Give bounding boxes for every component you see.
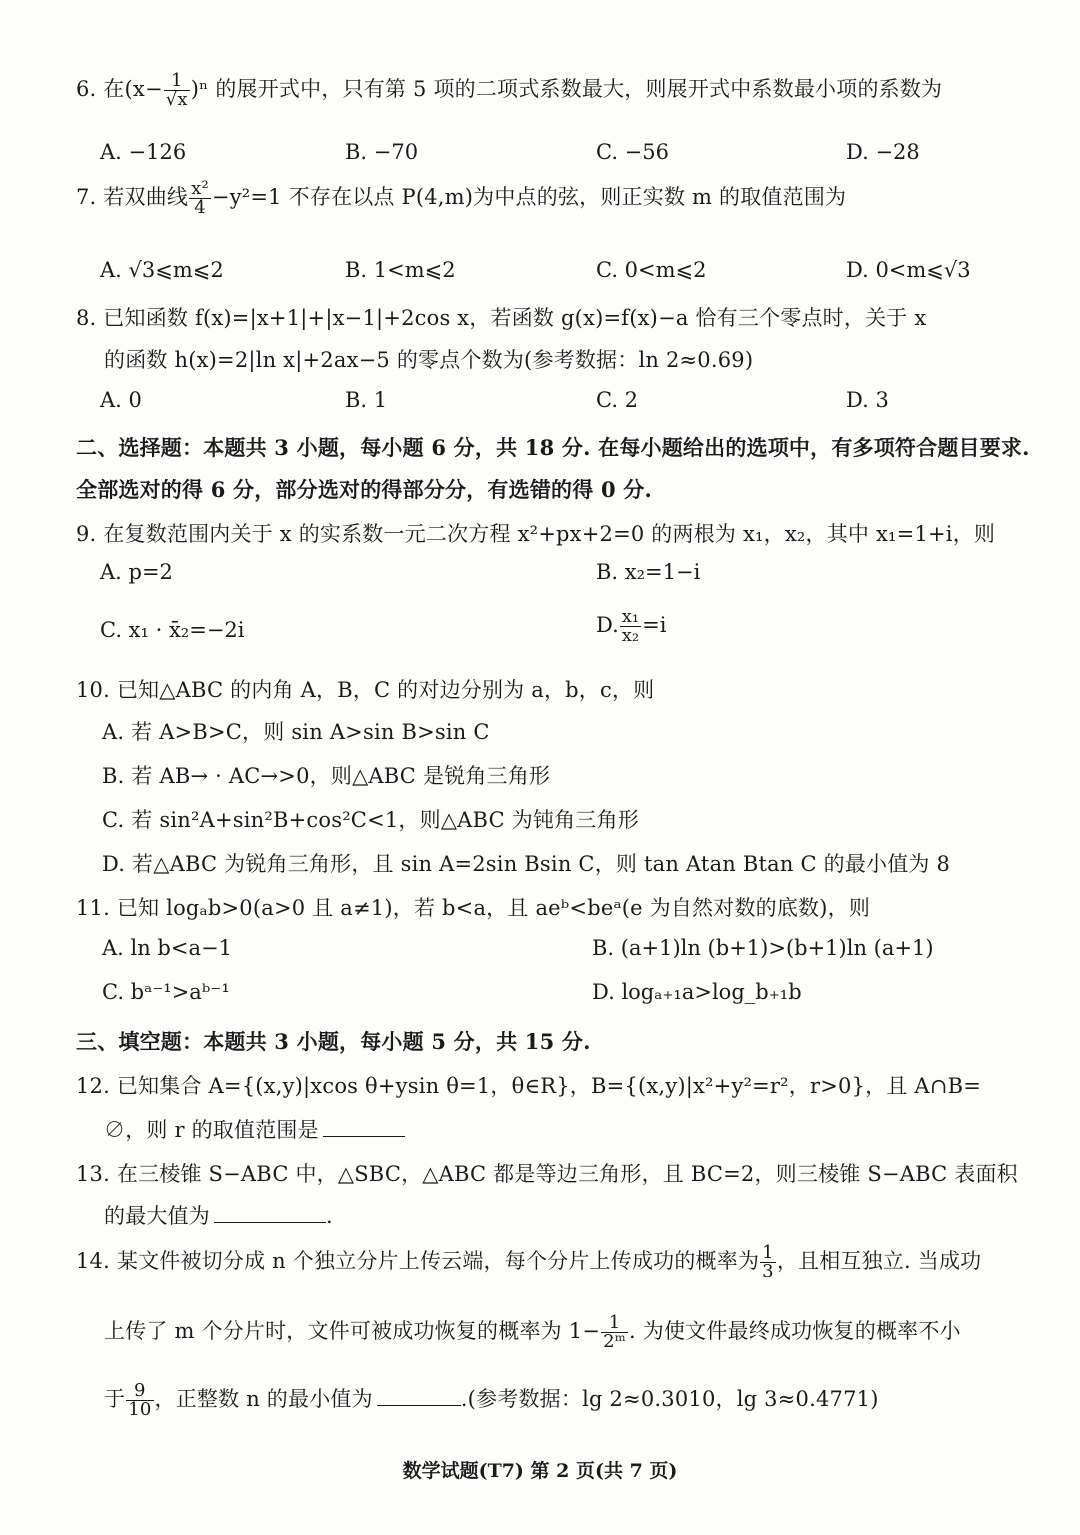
q8-line2: 的函数 h(x)=2|ln x|+2ax−5 的零点个数为(参考数据：ln 2≈0.69) bbox=[104, 348, 754, 372]
q14-line3-b: ，正整数 n 的最小值为 bbox=[154, 1387, 373, 1411]
section3-line1: 三、填空题：本题共 3 小题，每小题 5 分，共 15 分. bbox=[76, 1029, 591, 1054]
q12-line2 bbox=[104, 1114, 405, 1144]
q13-line2-end: . bbox=[326, 1204, 333, 1228]
q14-fraction-2 bbox=[601, 1314, 628, 1351]
q7-option-d: D. 0<m⩽√3 bbox=[846, 258, 971, 282]
q8-option-c: C. 2 bbox=[596, 388, 639, 412]
q9-option-d bbox=[596, 608, 666, 645]
q8-option-d: D. 3 bbox=[846, 388, 889, 412]
q7-stem bbox=[76, 180, 846, 217]
q7-fraction bbox=[189, 180, 211, 217]
q14-frac3-num: 9 bbox=[126, 1382, 153, 1401]
q14-line1 bbox=[76, 1244, 981, 1281]
q9-option-b: B. x₂=1−i bbox=[596, 560, 701, 584]
q6-option-c: C. −56 bbox=[596, 140, 669, 164]
q12-line1: 12. 已知集合 A={(x,y)|xcos θ+ysin θ=1，θ∈R}，B={(x,y)|x²+y²=r²，r>0}，且 A∩B= bbox=[76, 1074, 982, 1098]
q13-line2-text: 的最大值为 bbox=[104, 1204, 210, 1228]
q14-line1-a: 14. 某文件被切分成 n 个独立分片上传云端，每个分片上传成功的概率为 bbox=[76, 1249, 760, 1273]
q9-option-d-fraction bbox=[620, 608, 641, 645]
q12-answer-blank[interactable] bbox=[323, 1116, 405, 1137]
q8-line1: 8. 已知函数 f(x)=|x+1|+|x−1|+2cos x，若函数 g(x)=f(x)−a 恰有三个零点时，关于 x bbox=[76, 306, 927, 330]
q7-stem-a: 7. 若双曲线 bbox=[76, 185, 189, 209]
section2-line2: 全部选对的得 6 分，部分选对的得部分分，有选错的得 0 分. bbox=[76, 477, 652, 502]
q10-option-d: D. 若△ABC 为锐角三角形，且 sin A=2sin Bsin C，则 tan Atan Btan C 的最小值为 8 bbox=[102, 852, 951, 876]
q7-option-c: C. 0<m⩽2 bbox=[596, 258, 707, 282]
q8-option-b: B. 1 bbox=[345, 388, 388, 412]
q12-line2-text: ∅，则 r 的取值范围是 bbox=[104, 1118, 319, 1142]
q14-line3-a: 于 bbox=[104, 1387, 126, 1411]
q10-option-b: B. 若 AB→ · AC→>0，则△ABC 是锐角三角形 bbox=[102, 764, 551, 788]
q10-option-a: A. 若 A>B>C，则 sin A>sin B>sin C bbox=[102, 720, 490, 744]
q9-option-a: A. p=2 bbox=[100, 560, 173, 584]
q6-frac-num: 1 bbox=[164, 72, 190, 91]
q6-frac-den: √x bbox=[165, 89, 188, 110]
q6-stem-b: )ⁿ 的展开式中，只有第 5 项的二项式系数最大，则展开式中系数最小项的系数为 bbox=[190, 77, 943, 101]
q10-option-c: C. 若 sin²A+sin²B+cos²C<1，则△ABC 为钝角三角形 bbox=[102, 808, 639, 832]
q10-stem: 10. 已知△ABC 的内角 A，B，C 的对边分别为 a，b，c，则 bbox=[76, 678, 655, 702]
q14-line3 bbox=[104, 1382, 879, 1419]
q11-stem: 11. 已知 logₐb>0(a>0 且 a≠1)，若 b<a，且 aeᵇ<beᵃ(e 为自然对数的底数)，则 bbox=[76, 896, 871, 920]
q14-fraction-3 bbox=[126, 1382, 153, 1419]
q14-frac1-num: 1 bbox=[762, 1242, 774, 1263]
q9-stem: 9. 在复数范围内关于 x 的实系数一元二次方程 x²+px+2=0 的两根为 x₁，x₂，其中 x₁=1+i，则 bbox=[76, 522, 996, 546]
q14-frac3-den: 10 bbox=[128, 1399, 152, 1420]
q14-line3-c: .(参考数据：lg 2≈0.3010，lg 3≈0.4771) bbox=[460, 1387, 879, 1411]
q9-option-d-rest: =i bbox=[642, 613, 667, 637]
q13-line1: 13. 在三棱锥 S−ABC 中，△SBC，△ABC 都是等边三角形，且 BC=2，则三棱锥 S−ABC 表面积 bbox=[76, 1162, 1018, 1186]
q7-stem-b: −y²=1 不存在以点 P(4,m)为中点的弦，则正实数 m 的取值范围为 bbox=[211, 185, 847, 209]
q7-frac-num: x² bbox=[191, 178, 209, 199]
q14-frac1-den: 3 bbox=[762, 1261, 774, 1282]
q14-line2-a: 上传了 m 个分片时，文件可被成功恢复的概率为 1− bbox=[104, 1319, 601, 1343]
q7-option-a: A. √3⩽m⩽2 bbox=[100, 258, 224, 282]
q6-option-d: D. −28 bbox=[846, 140, 920, 164]
q14-answer-blank[interactable] bbox=[377, 1385, 461, 1406]
q9-option-d-label: D. bbox=[596, 613, 619, 637]
page-footer: 数学试题(T7) 第 2 页(共 7 页) bbox=[402, 1460, 678, 1482]
q7-frac-den: 4 bbox=[194, 197, 206, 218]
q6-stem bbox=[76, 72, 942, 109]
q13-answer-blank[interactable] bbox=[214, 1202, 326, 1223]
q13-line2 bbox=[104, 1200, 333, 1230]
q6-stem-a: 6. 在(x− bbox=[76, 77, 163, 101]
q9-option-d-num: x₁ bbox=[621, 606, 640, 627]
q11-option-c: C. bᵃ⁻¹>aᵇ⁻¹ bbox=[102, 980, 230, 1004]
q11-option-a: A. ln b<a−1 bbox=[102, 936, 232, 960]
q11-option-d: D. logₐ₊₁a>log_b₊₁b bbox=[592, 980, 802, 1004]
q9-option-c: C. x₁ · x̄₂=−2i bbox=[100, 618, 245, 642]
q14-line1-b: ，且相互独立. 当成功 bbox=[776, 1249, 982, 1273]
q9-option-d-den: x₂ bbox=[621, 625, 640, 646]
q11-option-b: B. (a+1)ln (b+1)>(b+1)ln (a+1) bbox=[592, 936, 934, 960]
q14-frac2-den: 2ᵐ bbox=[603, 1331, 626, 1352]
q6-fraction bbox=[164, 72, 190, 109]
q8-option-a: A. 0 bbox=[100, 388, 142, 412]
section2-line1: 二、选择题：本题共 3 小题，每小题 6 分，共 18 分. 在每小题给出的选项中，有多项符合题目要求. bbox=[76, 435, 1030, 460]
q14-fraction-1 bbox=[760, 1244, 776, 1281]
q7-option-b: B. 1<m⩽2 bbox=[345, 258, 456, 282]
q6-option-a: A. −126 bbox=[100, 140, 187, 164]
q14-frac2-num: 1 bbox=[601, 1314, 628, 1333]
q14-line2 bbox=[104, 1314, 961, 1351]
q6-option-b: B. −70 bbox=[345, 140, 419, 164]
q14-line2-b: . 为使文件最终成功恢复的概率不小 bbox=[629, 1319, 961, 1343]
